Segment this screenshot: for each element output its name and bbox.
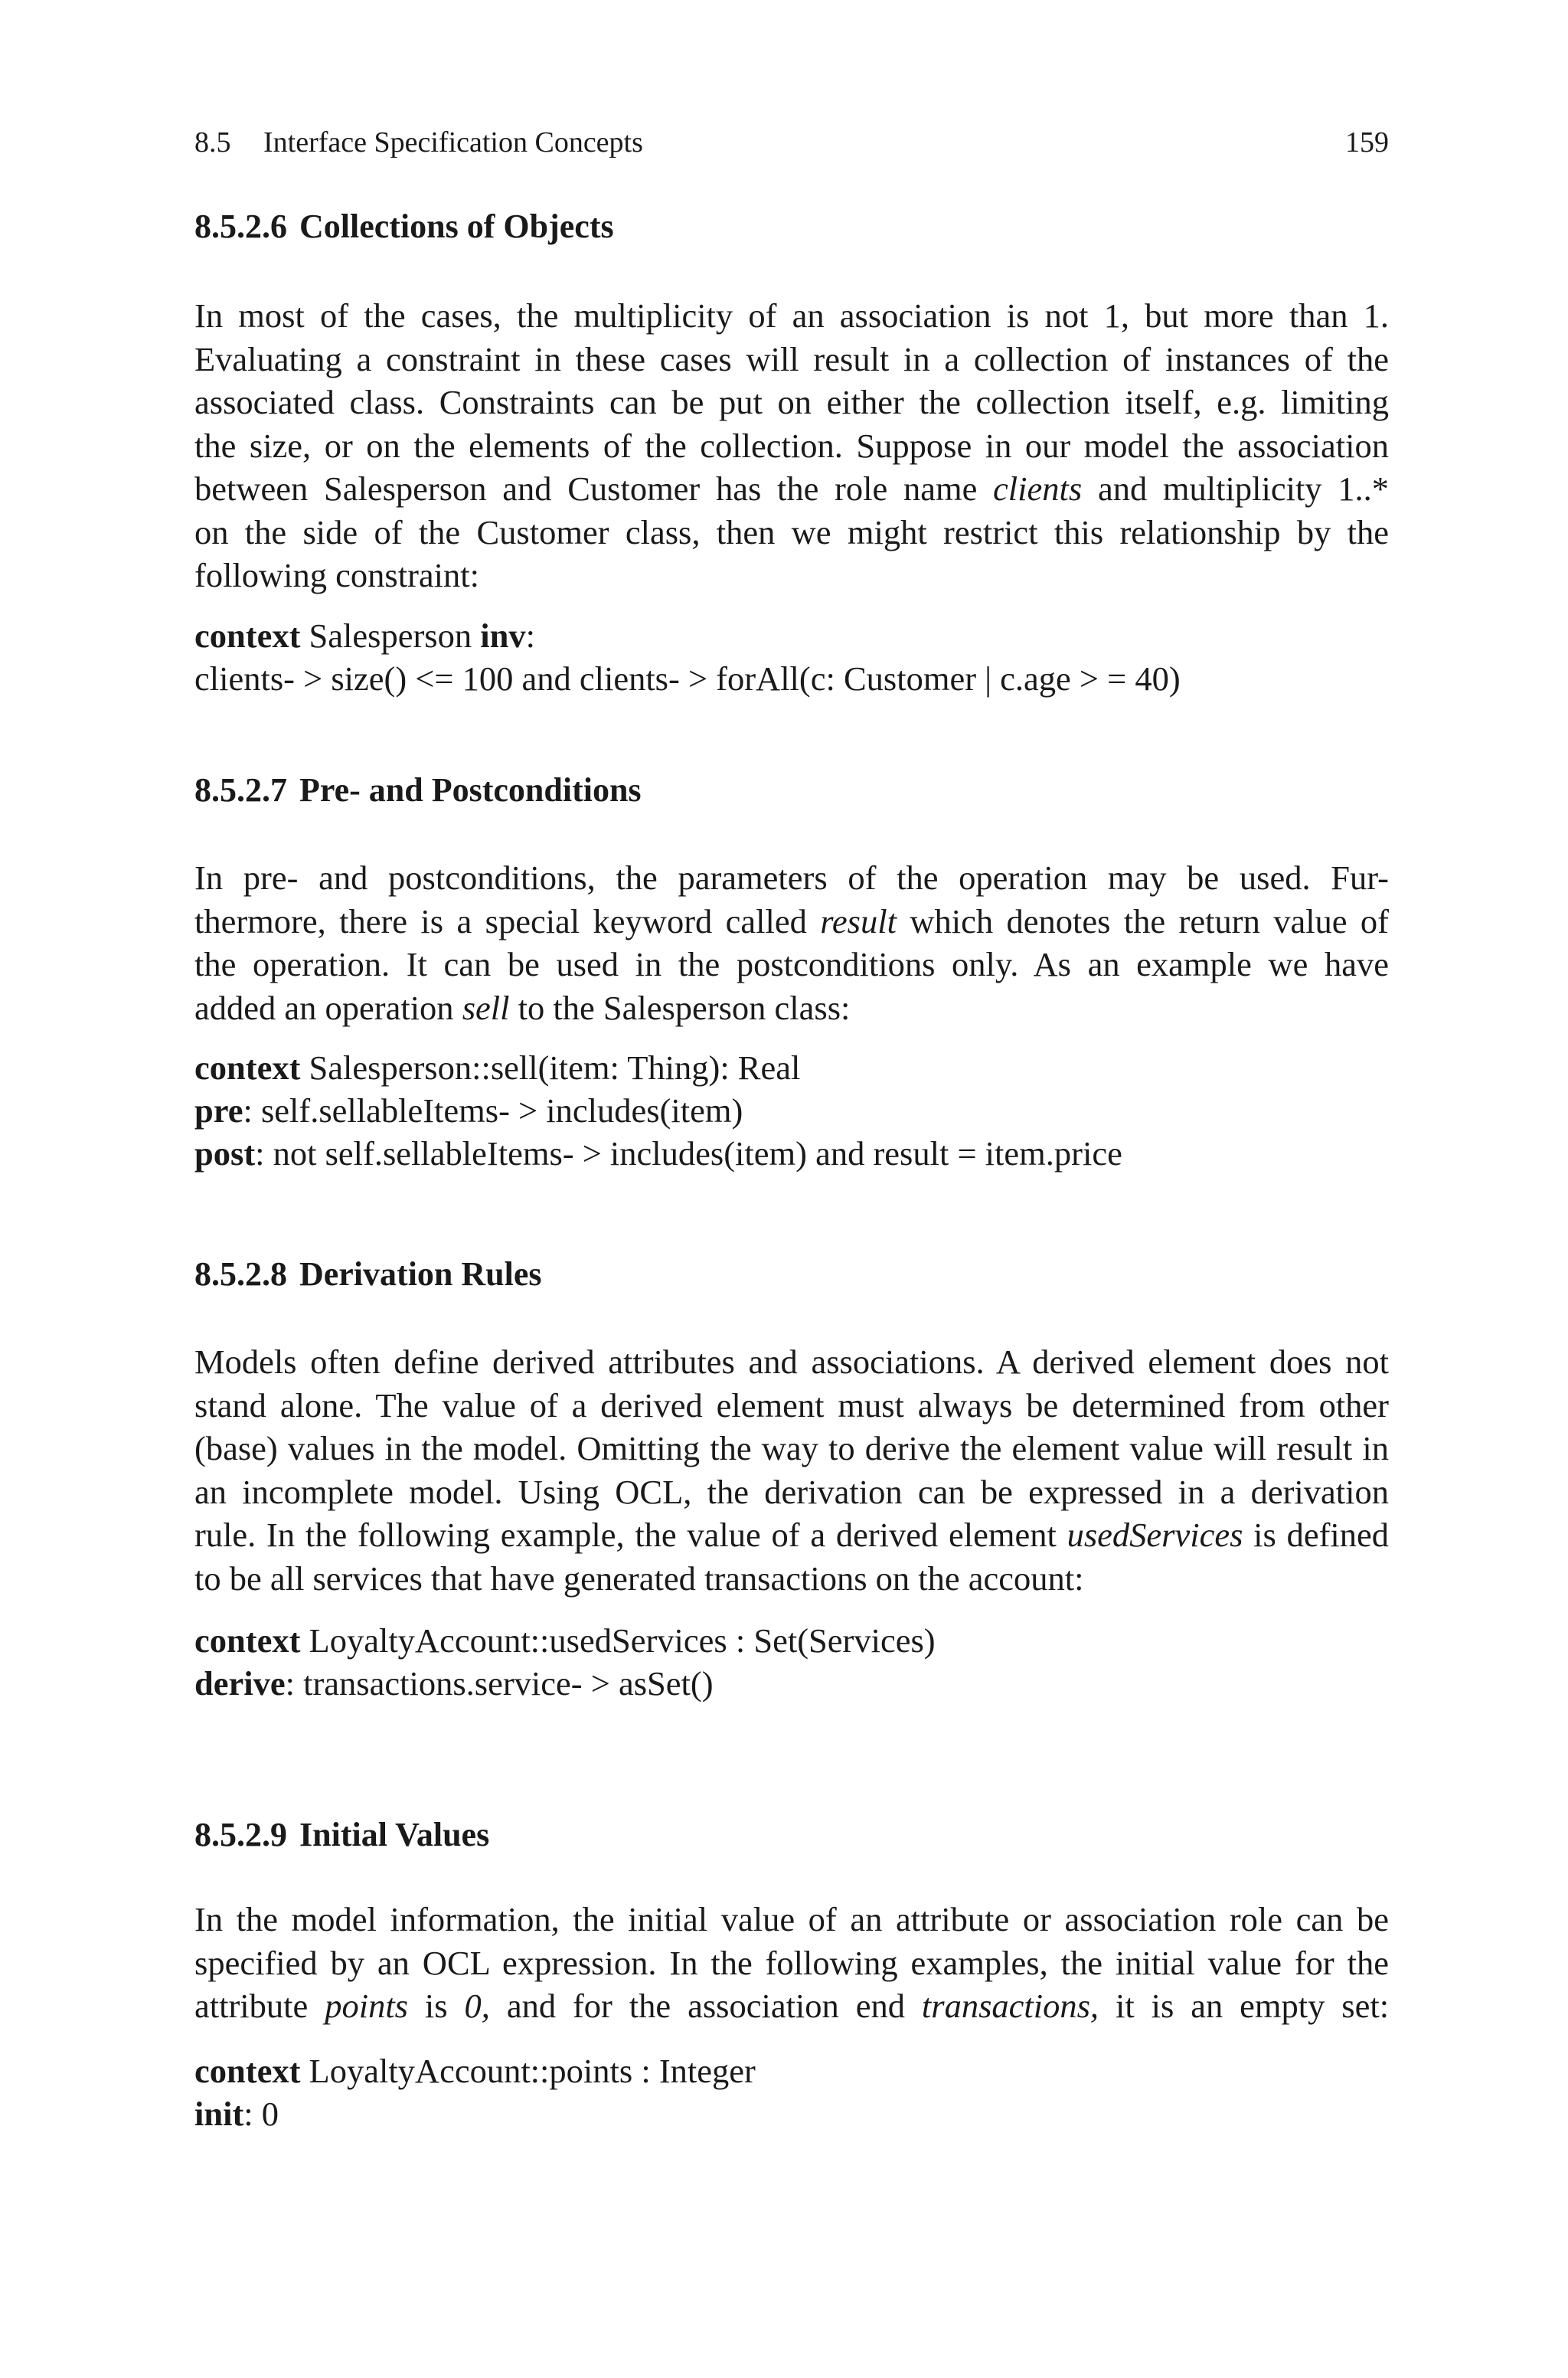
ocl-code-collections <box>194 614 1389 700</box>
ocl-code-derivation <box>194 1619 1389 1705</box>
keyword: post <box>194 1134 256 1173</box>
text-line: to be all services that have generated transactions on the account: <box>194 1559 1084 1598</box>
text-line <box>194 900 1389 944</box>
text-line <box>194 467 1389 511</box>
text-line <box>194 1984 1389 2028</box>
section-title: Pre- and Postconditions <box>299 771 642 809</box>
text-run: added an operation <box>194 988 454 1027</box>
code-line <box>194 1132 1389 1175</box>
paragraph-pre-post <box>194 856 1389 1029</box>
text-line: an incomplete model. Using OCL, the derivation can be expressed in a derivation <box>194 1472 1389 1511</box>
text-run: it is an empty set: <box>1115 1987 1390 2025</box>
code-text: : transactions.service- > asSet() <box>285 1664 714 1703</box>
code-text: LoyaltyAccount::usedServices : Set(Services) <box>309 1621 936 1660</box>
text-line: (base) values in the model. Omitting the way to derive the element value will result in <box>194 1429 1389 1467</box>
code-text: : <box>525 617 535 655</box>
code-text: Salesperson::sell(item: Thing): Real <box>309 1048 801 1087</box>
ocl-code-pre-post <box>194 1046 1389 1175</box>
text-line: stand alone. The value of a derived element must always be determined from other <box>194 1385 1389 1425</box>
paragraph-derivation <box>194 1340 1389 1600</box>
code-text: : 0 <box>243 2095 279 2133</box>
italic-term: result <box>820 901 897 940</box>
code-line <box>194 614 1389 657</box>
header-section-number: 8.5 <box>194 126 231 159</box>
code-text: : not self.sellableItems- > includes(item) and result = item.price <box>255 1134 1122 1173</box>
section-number: 8.5.2.9 <box>194 1816 287 1853</box>
text-line: on the side of the Customer class, then we might restrict this relationship by the <box>194 512 1389 551</box>
code-line <box>194 1046 1389 1089</box>
italic-term: transactions, <box>921 1987 1099 2025</box>
text-line: specified by an OCL expression. In the following examples, the initial value for the <box>194 1943 1389 1982</box>
header-section-title: Interface Specification Concepts <box>263 126 643 159</box>
section-heading-8-5-2-6 <box>194 205 614 248</box>
section-number: 8.5.2.7 <box>194 771 287 809</box>
keyword: pre <box>194 1091 243 1130</box>
italic-term: sell <box>462 988 510 1027</box>
code-line <box>194 1662 1389 1705</box>
code-text: Salesperson <box>309 617 472 655</box>
text-line <box>194 1513 1389 1557</box>
italic-term: points <box>325 1987 408 2025</box>
text-line: the operation. It can be used in the postconditions only. As an example we have <box>194 945 1389 983</box>
section-number: 8.5.2.8 <box>194 1255 287 1293</box>
text-run: to the Salesperson class: <box>518 988 851 1027</box>
code-text: : self.sellableItems- > includes(item) <box>243 1091 743 1130</box>
italic-term: clients <box>993 469 1083 508</box>
keyword: context <box>194 1621 301 1660</box>
text-line: Models often define derived attributes and associations. A derived element does not <box>194 1343 1389 1381</box>
keyword: context <box>194 617 301 655</box>
code-line <box>194 1619 1389 1662</box>
code-line <box>194 2049 1389 2092</box>
italic-term: usedServices <box>1067 1516 1243 1554</box>
code-line <box>194 2092 1389 2135</box>
keyword: inv <box>480 617 526 655</box>
paragraph-initial-values <box>194 1898 1389 2028</box>
text-line: In the model information, the initial value of an attribute or association role can be <box>194 1900 1389 1938</box>
text-run: is <box>424 1987 448 2025</box>
section-heading-8-5-2-8 <box>194 1253 542 1296</box>
text-run: which denotes the return value of <box>910 901 1390 940</box>
code-line <box>194 1089 1389 1132</box>
text-run: and multiplicity 1..* <box>1097 469 1390 508</box>
keyword: context <box>194 1048 301 1087</box>
code-line: clients- > size() <= 100 and clients- > forAll(c: Customer | c.age > = 40) <box>194 659 1181 698</box>
text-line: In pre- and postconditions, the parameters of the operation may be used. Fur- <box>194 859 1389 897</box>
section-heading-8-5-2-7 <box>194 769 642 812</box>
text-line: the size, or on the elements of the collection. Suppose in our model the association <box>194 426 1389 465</box>
text-line <box>194 986 1389 1030</box>
ocl-code-initial-values <box>194 2049 1389 2135</box>
text-run: and for the association end <box>506 1987 905 2025</box>
keyword: context <box>194 2052 301 2090</box>
text-run: between Salesperson and Customer has the role name <box>194 469 978 508</box>
text-run: rule. In the following example, the value of a derived element <box>194 1516 1057 1554</box>
text-line: In most of the cases, the multiplicity of an association is not 1, but more than 1. <box>194 296 1389 335</box>
header-section <box>194 124 643 161</box>
italic-term: 0, <box>464 1987 490 2025</box>
keyword: init <box>194 2095 244 2133</box>
keyword: derive <box>194 1664 286 1703</box>
code-text: LoyaltyAccount::points : Integer <box>309 2052 756 2090</box>
text-line: following constraint: <box>194 556 480 594</box>
page-number: 159 <box>1345 126 1389 159</box>
section-title: Initial Values <box>299 1816 490 1853</box>
text-run: attribute <box>194 1987 309 2025</box>
section-number: 8.5.2.6 <box>194 208 287 245</box>
paragraph-collections <box>194 294 1389 597</box>
section-title: Derivation Rules <box>299 1255 542 1293</box>
section-title: Collections of Objects <box>299 208 614 245</box>
text-line: Evaluating a constraint in these cases will result in a collection of instances of the <box>194 339 1389 378</box>
section-heading-8-5-2-9 <box>194 1814 489 1856</box>
text-line: associated class. Constraints can be put on either the collection itself, e.g. limiting <box>194 383 1389 421</box>
text-run: thermore, there is a special keyword called <box>194 901 807 940</box>
text-run: is defined <box>1253 1516 1390 1554</box>
